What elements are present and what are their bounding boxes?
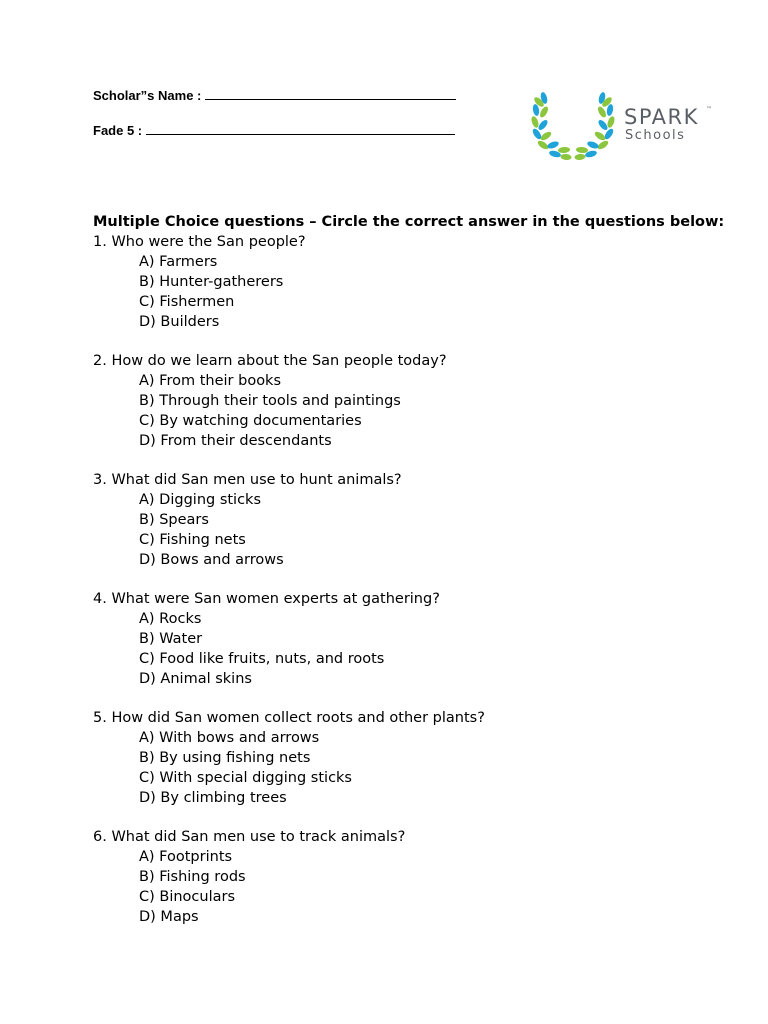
answer-option-c: C) By watching documentaries: [139, 413, 362, 429]
grade-label: Fade 5 :: [93, 123, 143, 138]
grade-blank-line: [146, 123, 455, 135]
spark-schools-logo: [528, 90, 718, 162]
scholar-name-blank-line: [205, 88, 456, 100]
question-2: [93, 351, 713, 451]
answer-option-b: B) Through their tools and paintings: [139, 393, 401, 409]
answer-option-a: A) Digging sticks: [139, 492, 262, 508]
answer-option-a: A) With bows and arrows: [139, 730, 320, 746]
answer-option-a: A) Footprints: [139, 849, 233, 865]
grade-field: [93, 123, 455, 138]
trademark-symbol: ™: [706, 106, 712, 113]
answer-option-d: D) From their descendants: [139, 433, 332, 449]
question-text: 4. What were San women experts at gathering?: [93, 591, 440, 607]
worksheet-content: [93, 212, 725, 927]
answer-option-c: C) Fishermen: [139, 294, 235, 310]
question-text: 1. Who were the San people?: [93, 234, 306, 250]
logo-brand-text: SPARK: [624, 105, 699, 129]
scholar-name-field: [93, 88, 456, 103]
answer-option-d: D) Maps: [139, 909, 199, 925]
answer-option-b: B) Hunter-gatherers: [139, 274, 284, 290]
question-1: [93, 232, 713, 332]
answer-option-c: C) Binoculars: [139, 889, 236, 905]
question-list: [93, 232, 713, 927]
answer-option-c: C) Fishing nets: [139, 532, 246, 548]
logo-sub-text: Schools: [625, 128, 686, 143]
instructions-heading: Multiple Choice questions – Circle the correct answer in the questions below:: [93, 214, 725, 230]
laurel-wreath-icon: [528, 90, 618, 162]
answer-option-b: B) Spears: [139, 512, 209, 528]
answer-option-d: D) Animal skins: [139, 671, 252, 687]
question-text: 3. What did San men use to hunt animals?: [93, 472, 402, 488]
answer-option-a: A) Rocks: [139, 611, 202, 627]
answer-option-a: A) Farmers: [139, 254, 218, 270]
answer-option-d: D) By climbing trees: [139, 790, 287, 806]
answer-option-b: B) Fishing rods: [139, 869, 246, 885]
logo-wordmark: [624, 105, 712, 144]
answer-option-b: B) By using fishing nets: [139, 750, 311, 766]
answer-option-d: D) Bows and arrows: [139, 552, 284, 568]
answer-option-c: C) With special digging sticks: [139, 770, 352, 786]
question-5: [93, 708, 713, 808]
question-text: 5. How did San women collect roots and other plants?: [93, 710, 485, 726]
answer-option-a: A) From their books: [139, 373, 282, 389]
question-3: [93, 470, 713, 570]
scholar-name-label: Scholar”s Name :: [93, 88, 202, 103]
answer-option-c: C) Food like fruits, nuts, and roots: [139, 651, 385, 667]
question-6: [93, 827, 713, 927]
question-text: 2. How do we learn about the San people today?: [93, 353, 447, 369]
question-4: [93, 589, 713, 689]
answer-option-d: D) Builders: [139, 314, 220, 330]
answer-option-b: B) Water: [139, 631, 203, 647]
question-text: 6. What did San men use to track animals?: [93, 829, 406, 845]
